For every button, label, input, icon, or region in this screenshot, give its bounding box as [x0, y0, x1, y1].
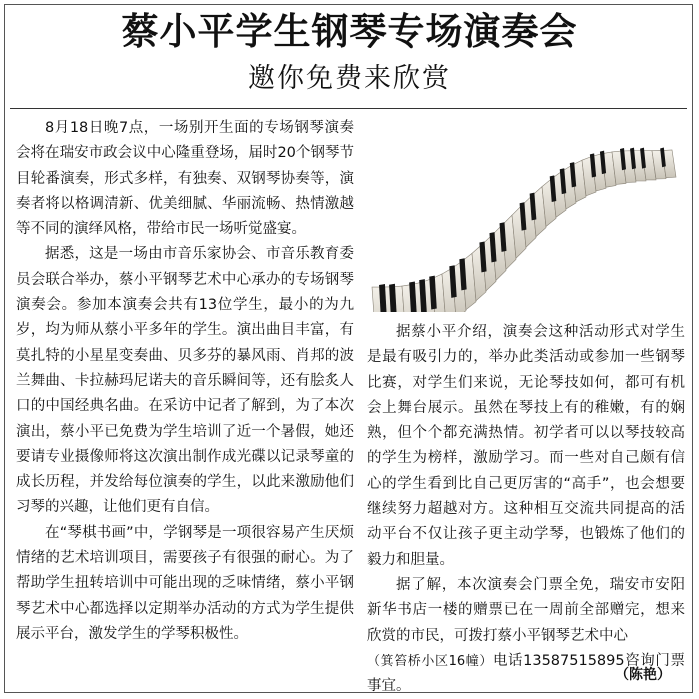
- paragraph-2: 据悉，这是一场由市音乐家协会、市音乐教育委员会联合举办，蔡小平钢琴艺术中心承办的专场钢琴演奏会。参加本演奏会共有13位学生，最小的为九岁，均为师从蔡小平多年的学生。演出曲目丰富，有莫扎特的小星星变奏曲、贝多芬的暴风雨、肖邦的波兰舞曲、卡拉赫玛尼诺夫的音乐瞬间等，还有脍炙人口的中国经典名曲。在采访中记者了解到，为了本次演出，蔡小平已免费为学生培训了近一个暑假，她还要请专业摄像师将这次演出制作成光碟以记录琴童的成长历程，并发给每位演奏的学生，以此来激励他们习琴的兴趣，让他们更有自信。: [16, 246, 354, 516]
- paragraph-4: 据蔡小平介绍，演奏会这种活动形式对学生是最有吸引力的，举办此类活动或参加一些钢琴比赛，对学生们来说，无论琴技如何，都可有机会上舞台展示。虽然在琴技上有的稚嫩，有的娴熟，但个个都充满热情。初学者可以以琴技较高的学生为榜样，激励学习。而一些对自己颇有信心的学生看到比自己更厉害的“高手”，也会想要继续努力超越对方。这种相互交流共同提高的活动平台不仅让孩子更主动学琴，也锻炼了他们的毅力和胆量。: [367, 324, 685, 568]
- contact-address: （箕笞桥小区16幢）: [367, 653, 493, 669]
- subheadline: 邀你免费来欣赏: [248, 63, 451, 94]
- headline: 蔡小平学生钢琴专场演奏会: [121, 10, 578, 53]
- author-byline: （陈艳）: [615, 667, 671, 683]
- paragraph-3: 在“琴棋书画”中，学钢琴是一项很容易产生厌烦情绪的艺术培训项目，需要孩子有很强的耐心。为了帮助学生扭转培训中可能出现的乏味情绪，蔡小平钢琴艺术中心都选择以定期举办活动的方式为学生提供展示平台，激发学生的学琴积极性。: [16, 524, 354, 642]
- contact-phone: 电话13587515895咨询门票事宜。: [367, 652, 686, 695]
- header-divider: [10, 108, 687, 109]
- paragraph-1: 8月18日晚7点，一场别开生面的专场钢琴演奏会将在瑞安市政会议中心隆重登场，届时20个钢琴节目轮番演奏，形式多样，有独奏、双钢琴协奏等，演奏者将以格调清新、优美细腻、华丽流畅、热情激越等不同的演绎风格，带给市民一场听觉盛宴。: [16, 120, 354, 238]
- left-column: [16, 116, 354, 647]
- piano-keyboard-image: [362, 112, 692, 312]
- right-column: [367, 320, 685, 699]
- ticket-info-text: 据了解，本次演奏会门票全免，瑞安市安阳新华书店一楼的赠票已在一周前全部赠完，想来欣赏的市民，可拨打蔡小平钢琴艺术中心: [367, 576, 685, 644]
